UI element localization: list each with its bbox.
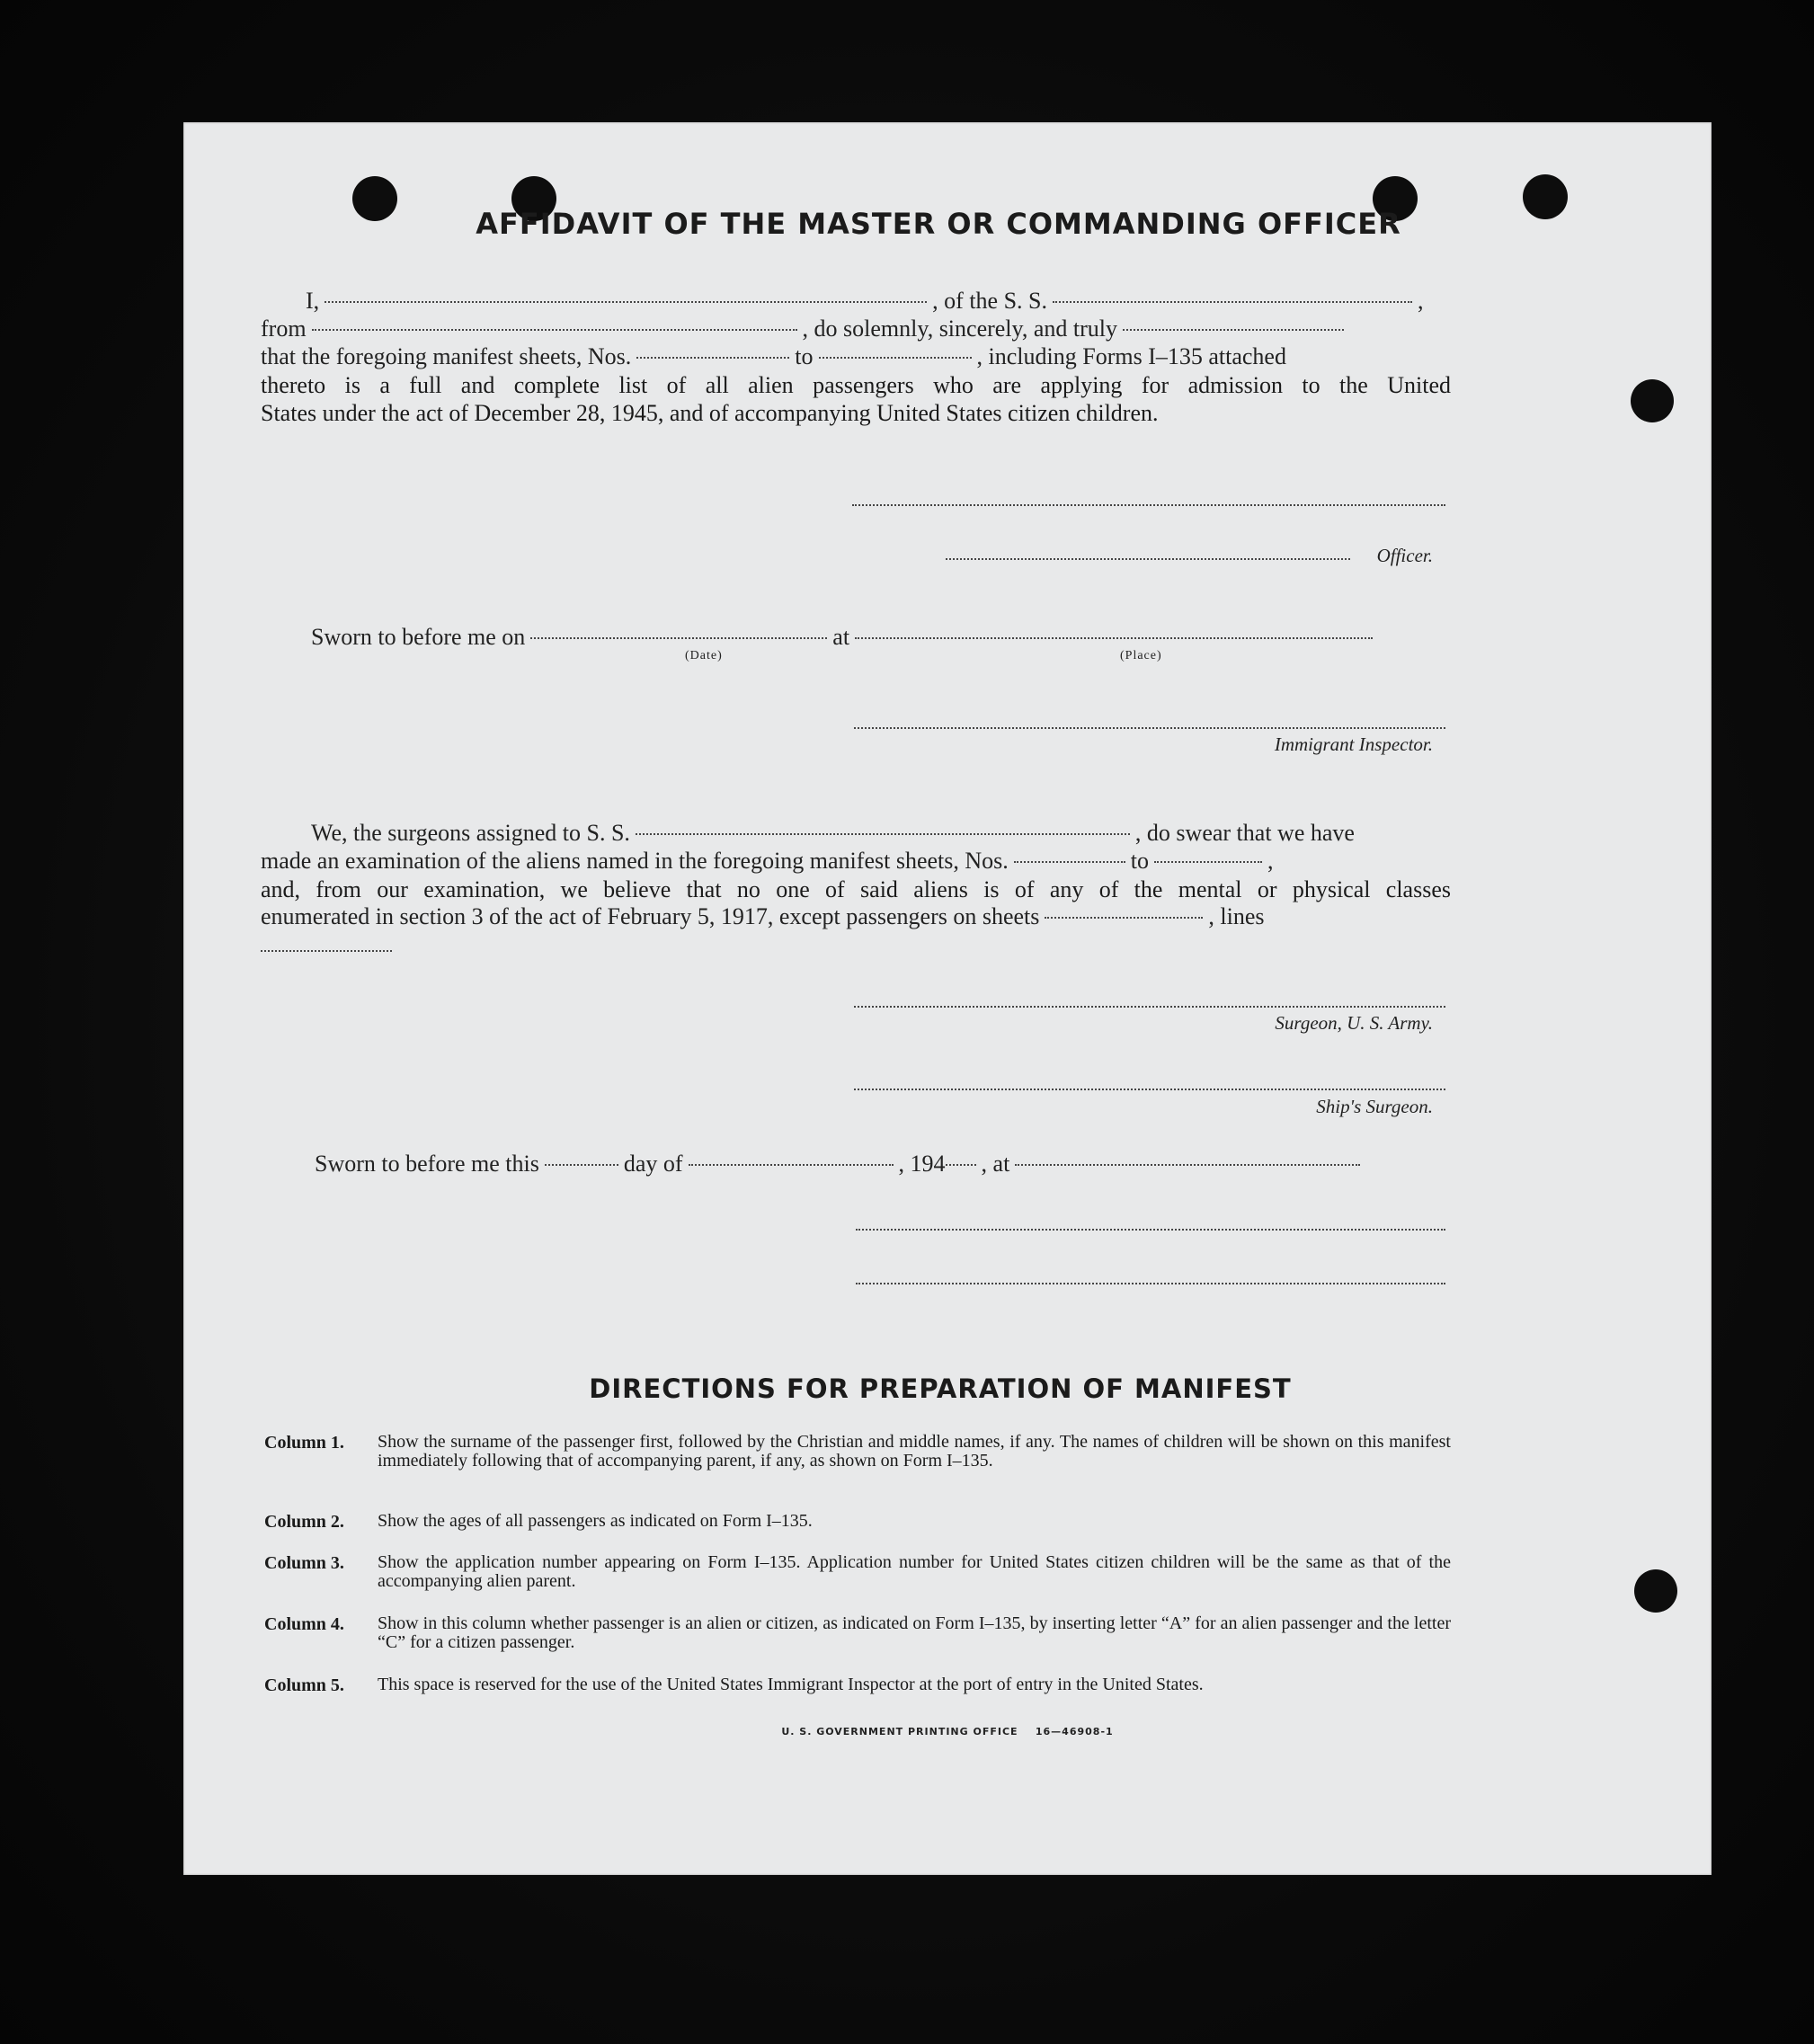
direction-column-5: Column 5. This space is reserved for the use of the United States Immigrant Inspector at the port of entry in the United States. — [264, 1675, 1204, 1695]
surgeons-line-3: and, from our examination, we believe that no one of said aliens is of any of the mental or physical classes — [261, 876, 1451, 902]
place-caption: (Place) — [1120, 649, 1162, 662]
army-surgeon-signature-line[interactable] — [854, 1005, 1445, 1008]
surgeons-sworn-line: Sworn to before me this day of , 194 , at — [315, 1151, 1365, 1178]
exception-sheets-field[interactable] — [1045, 916, 1203, 919]
sworn-date-field[interactable] — [530, 636, 827, 639]
directions-title: DIRECTIONS FOR PREPARATION OF MANIFEST — [589, 1373, 1292, 1404]
ship-surgeon-label: Ship's Surgeon. — [1316, 1096, 1433, 1117]
exception-lines-field[interactable] — [261, 949, 392, 952]
date-caption: (Date) — [685, 649, 723, 662]
sworn-on-line: Sworn to before me on at — [311, 624, 1378, 651]
surgeons-line-4: enumerated in section 3 of the act of February 5, 1917, except passengers on sheets , lines — [261, 903, 1265, 929]
sheets-from-field[interactable] — [636, 356, 789, 359]
officer-signature-line[interactable] — [946, 557, 1350, 560]
officer-label: Officer. — [1376, 545, 1433, 566]
affidavit-line-4: thereto is a full and complete list of all alien passengers who are applying for admission to the United — [261, 372, 1451, 398]
army-surgeon-label: Surgeon, U. S. Army. — [1275, 1012, 1433, 1034]
surgeon-sheets-from-field[interactable] — [1014, 860, 1125, 863]
punch-hole — [1634, 1569, 1677, 1613]
printer-footer: U. S. GOVERNMENT PRINTING OFFICE 16—46908-1 — [781, 1726, 1114, 1737]
ship-name-field[interactable] — [1053, 300, 1412, 303]
surgeons-sworn-place-field[interactable] — [1015, 1163, 1360, 1166]
inspector-signature-line-2[interactable] — [856, 1228, 1445, 1231]
surgeon-ship-field[interactable] — [636, 832, 1130, 835]
departure-port-field[interactable] — [312, 328, 797, 331]
direction-column-2: Column 2. Show the ages of all passengers as indicated on Form I–135. — [264, 1511, 813, 1532]
surgeons-line-1: We, the surgeons assigned to S. S. , do swear that we have — [311, 820, 1355, 846]
direction-column-3: Column 3. Show the application number appearing on Form I–135. Application number for United States citizen children will be the same as that of the accompanying alien parent. — [264, 1552, 1451, 1591]
affidavit-title: AFFIDAVIT OF THE MASTER OR COMMANDING OFFICER — [476, 207, 1401, 241]
master-signature-line[interactable] — [852, 503, 1445, 506]
sworn-month-field[interactable] — [689, 1163, 894, 1166]
surgeons-line-2: made an examination of the aliens named in the foregoing manifest sheets, Nos. to , — [261, 848, 1274, 874]
sworn-year-field[interactable] — [946, 1163, 976, 1166]
surgeon-sheets-to-field[interactable] — [1154, 860, 1262, 863]
oath-field[interactable] — [1123, 328, 1344, 331]
affidavit-line-5: States under the act of December 28, 1945, and of accompanying United States citizen children. — [261, 400, 1159, 426]
affidavit-line-1: I, , of the S. S. , — [306, 288, 1424, 314]
inspector-label: Immigrant Inspector. — [1274, 733, 1433, 755]
sheets-to-field[interactable] — [819, 356, 972, 359]
direction-column-1: Column 1. Show the surname of the passenger first, followed by the Christian and middle names, if any. The names of children will be shown on this manifest immediately following that of accompanying parent, if any, as shown on Form I–135. — [264, 1432, 1451, 1471]
master-name-field[interactable] — [325, 300, 927, 303]
sworn-day-field[interactable] — [545, 1163, 618, 1166]
affidavit-line-2: from , do solemnly, sincerely, and truly — [261, 315, 1349, 342]
inspector-signature-line[interactable] — [854, 726, 1445, 729]
affidavit-line-3: that the foregoing manifest sheets, Nos. to , including Forms I–135 attached — [261, 343, 1286, 369]
direction-column-4: Column 4. Show in this column whether passenger is an alien or citizen, as indicated on Form I–135, by inserting letter “A” for an alien passenger and the letter “C” for a citizen passenger. — [264, 1613, 1451, 1652]
punch-hole — [1631, 379, 1674, 422]
ship-surgeon-signature-line[interactable] — [854, 1088, 1445, 1090]
form-page — [183, 122, 1712, 1875]
sworn-place-field[interactable] — [855, 636, 1373, 639]
inspector-title-line[interactable] — [856, 1282, 1445, 1284]
